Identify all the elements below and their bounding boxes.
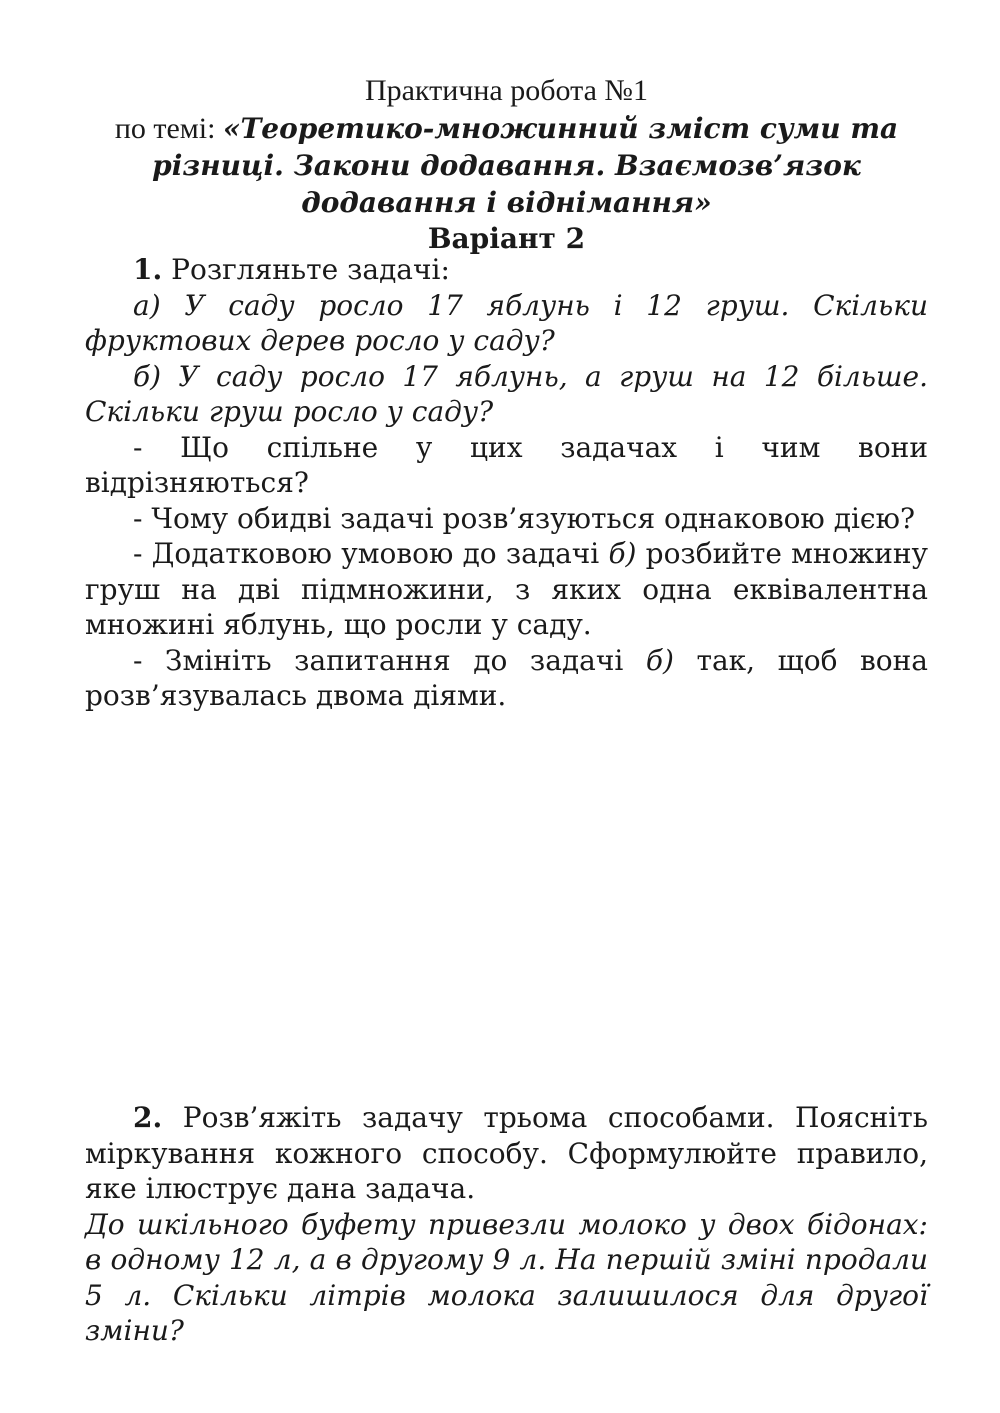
question-1: - Що спільне у цих задачах і чим вони відрізняються? [85,430,928,499]
question-4-ref: б) [645,643,674,677]
task-2 [85,1100,928,1349]
task-2-instruction [85,1100,928,1207]
topic-prefix: по темі: [114,112,223,145]
task-1-intro [85,252,928,288]
worksheet-header [85,72,928,257]
question-3-start: - Додатковою умовою до задачі [133,537,609,570]
variant-label: Варіант 2 [427,222,586,255]
task-1-number: 1. [133,253,163,286]
question-4-end: так, щоб вона розв’язувалась двома діями. [85,643,928,712]
worksheet-topic [85,110,928,221]
question-3-ref: б) [608,537,637,570]
task-2-number: 2. [133,1101,163,1134]
question-3 [85,536,928,643]
task-1-intro-text: Розгляньте задачі: [171,253,450,286]
question-4-start: - Змініть запитання до задачі [133,643,646,677]
question-4 [85,643,928,714]
topic-name: «Теоретико-множинний зміст суми та різниці. Закони додавання. Взаємозв’язок додавання і віднімання» [152,112,899,219]
problem-a: а) У саду росло 17 яблунь і 12 груш. Скільки фруктових дерев росло у саду? [85,288,928,357]
question-2: - Чому обидві задачі розв’язуються однаковою дією? [133,501,915,535]
task-1 [85,252,928,714]
question-3-end: розбийте множину груш на дві підмножини, з яких одна еквівалентна множині яблунь, що росли у саду. [85,537,929,641]
task-2-problem: До шкільного буфету привезли молоко у двох бідонах: в одному 12 л, а в другому 9 л. На першій зміні продали 5 л. Скільки літрів молока залишилося для другої зміни? [85,1207,928,1347]
worksheet-title: Практична робота №1 [364,74,649,107]
task-2-instruction-text: Розв’яжіть задачу трьома способами. Поясніть міркування кожного способу. Сформулюйте правило, яке ілюструє дана задача. [85,1101,928,1205]
problem-b: б) У саду росло 17 яблунь, а груш на 12 більше. Скільки груш росло у саду? [85,359,928,428]
